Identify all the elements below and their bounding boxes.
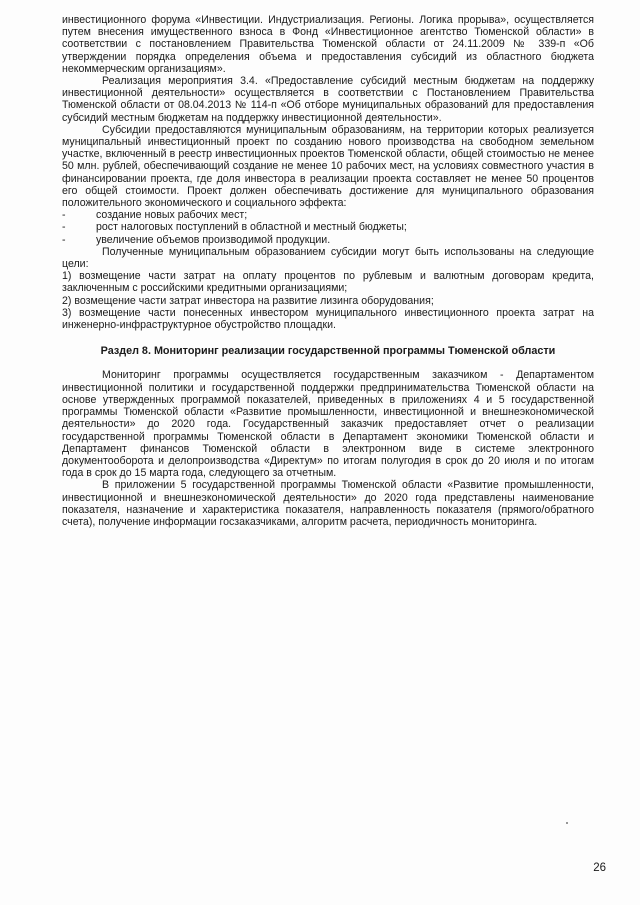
list-item-text: рост налоговых поступлений в областной и местный бюджеты; xyxy=(96,221,407,234)
goal-item: 3) возмещение части понесенных инвестором муниципального инвестиционного проекта затрат на инженерно-инфраструктурное обустройство площадки. xyxy=(62,306,594,332)
goal-item: 1) возмещение части затрат на оплату процентов по рублевым и валютным договорам кредита, заключенным с российскими кредитными организациями; xyxy=(62,270,594,295)
page-body xyxy=(62,14,594,528)
paragraph-measure-3-4: Реализация мероприятия 3.4. «Предоставление субсидий местным бюджетам на поддержку инвестиционной деятельности» осуществляется в соответствии с Постановлением Правительства Тюменской области от 08.04.2013 № 114-п «Об отборе муниципальных образований для предоставления субсидий местным бюджетам на поддержку инвестиционной деятельности». xyxy=(62,75,594,124)
paragraph-subsidy-conditions: Субсидии предоставляются муниципальным образованиям, на территории которых реализуется муниципальный инвестиционный проект по созданию нового производства на свободном земельном участке, включенный в реестр инвестиционных проектов Тюменской области, общей стоимостью не менее 50 млн. рублей, обеспечивающий создание не менее 10 рабочих мест, на условиях совместного участия в финансировании проекта, где доля инвестора в реализации проекта составляет не менее 50 процентов его общей стоимости. Проект должен обеспечивать достижение для муниципального образования положительного экономического и социального эффекта: xyxy=(62,123,594,210)
paragraph-goals-intro: Полученные муниципальным образованием субсидии могут быть использованы на следующие цели: xyxy=(62,245,594,271)
paragraph-appendix-5: В приложении 5 государственной программы Тюменской области «Развитие промышленности, инвестиционной и внешнеэкономической деятельности» до 2020 года представлены наименование показателя, назначение и характеристика показателя, направленность показателя (прямого/обратного счета), получение информации госзаказчиками, алгоритм расчета, периодичность мониторинга. xyxy=(62,479,594,528)
list-dash: - xyxy=(62,221,66,234)
list-item-text: создание новых рабочих мест; xyxy=(96,209,248,222)
page-number: 26 xyxy=(593,862,606,874)
list-item xyxy=(62,209,594,221)
paragraph-forum-funding: инвестиционного форума «Инвестиции. Индустриализация. Регионы. Логика прорыва», осуществляется путем внесения имущественного взноса в Фонд «Инвестиционное агентство Тюменской области» в соответствии с постановлением Правительства Тюменской области от 24.11.2009 № 339-п «Об утверждении порядка определения объема и предоставления субсидий из областного бюджета некоммерческим организациям». xyxy=(62,14,594,75)
list-item xyxy=(62,221,594,233)
goal-item: 2) возмещение части затрат инвестора на развитие лизинга оборудования; xyxy=(62,294,434,307)
scan-speck xyxy=(566,822,568,824)
list-dash: - xyxy=(62,209,66,222)
list-item-text: увеличение объемов производимой продукции. xyxy=(96,233,331,246)
section-heading: Раздел 8. Мониторинг реализации государственной программы Тюменской области xyxy=(100,345,556,358)
list-dash: - xyxy=(62,233,66,246)
effects-list xyxy=(62,209,594,246)
list-item xyxy=(62,234,594,246)
paragraph-monitoring: Мониторинг программы осуществляется государственным заказчиком - Департаментом инвестиционной политики и государственной поддержки предпринимательства Тюменской области на основе утвержденных программой показателей, приведенных в приложениях 4 и 5 государственной программы Тюменской области «Развитие промышленности, инвестиционной и внешнеэкономической деятельности» до 2020 года. Государственный заказчик предоставляет отчет о реализации государственной программы Тюменской области в Департамент экономики Тюменской области и Департамент финансов Тюменской области в электронном виде в системе электронного документооборота и делопроизводства «Директум» по итогам полугодия в срок до 20 июля и по итогам года в срок до 15 марта года, следующего за отчетным. xyxy=(62,369,594,480)
